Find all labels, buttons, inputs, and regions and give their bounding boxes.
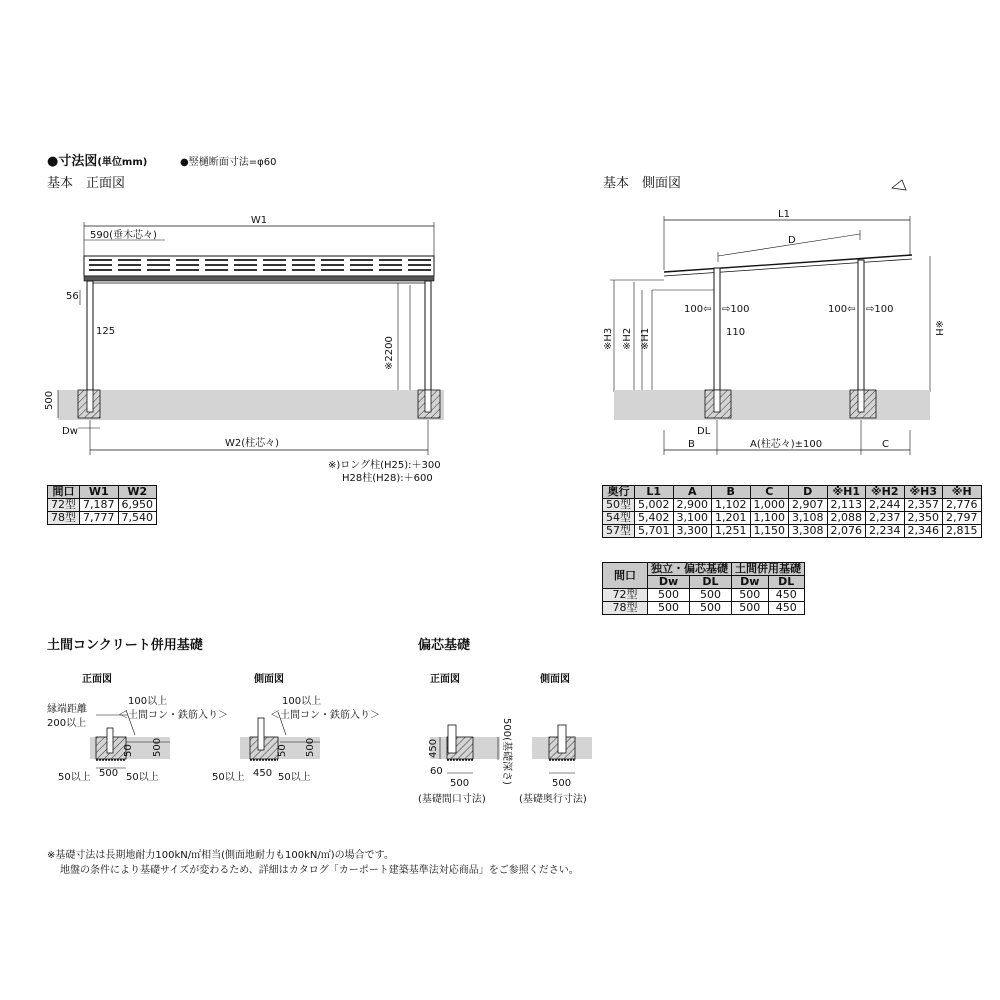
ef-d500-side: 500	[552, 778, 572, 789]
table-cell: 3,300	[673, 525, 712, 538]
table-cell: 5,701	[635, 525, 674, 538]
dim-125: 125	[96, 326, 116, 337]
dim-500: 500	[44, 390, 55, 410]
table-row	[603, 525, 982, 538]
depth-table-header: C	[750, 486, 789, 499]
table-row	[603, 589, 805, 602]
depth-table-header: A	[673, 486, 712, 499]
ef-side-label: 側面図	[540, 674, 570, 685]
cf-over50-r: 50以上	[126, 772, 159, 783]
c-label: C	[882, 439, 889, 450]
dl-label: DL	[697, 426, 711, 437]
cf-side-450: 450	[253, 768, 273, 779]
arrow-left-1: 100⇦	[684, 304, 712, 315]
ft-group2: 土間併用基礎	[732, 563, 805, 576]
depth-table-header: ※H2	[866, 486, 905, 499]
table-cell: 2,776	[943, 499, 982, 512]
cf-d50: 50	[123, 744, 134, 757]
table-cell: 2,907	[789, 499, 828, 512]
foundation-sub-header: DL	[768, 576, 805, 589]
l1-label: L1	[778, 209, 790, 220]
table-cell: 1,000	[750, 499, 789, 512]
w1-label: W1	[250, 215, 268, 226]
depth-table-header: B	[712, 486, 751, 499]
d-label: D	[788, 235, 796, 246]
cf-side-over50-l: 50以上	[212, 772, 245, 783]
cf-side-d50: 50	[277, 744, 288, 757]
front-view	[44, 215, 444, 455]
cf-edge: 縁端距離	[47, 704, 87, 715]
foundation-table	[602, 562, 805, 615]
cf-edge2: 200以上	[47, 718, 87, 729]
depth-table-header: L1	[635, 486, 674, 499]
table-cell: 500	[732, 602, 769, 615]
ef-cap-side: (基礎奥行寸法)	[519, 794, 587, 805]
ef-front-label: 正面図	[430, 674, 460, 685]
ef-d450: 450	[428, 738, 439, 758]
arrow-left-2: 100⇦	[828, 304, 856, 315]
depth-table-header: ※H1	[827, 486, 866, 499]
cf-top-note: 100以上	[128, 696, 168, 707]
ft-corner: 間口	[603, 563, 648, 589]
b-label: B	[688, 439, 695, 450]
width-table-header: W1	[80, 486, 119, 499]
table-cell: 7,777	[80, 512, 119, 525]
table-cell: 1,150	[750, 525, 789, 538]
cf-side-d500: 500	[305, 737, 316, 757]
table-cell: 7,540	[118, 512, 157, 525]
table-cell: 2,357	[904, 499, 943, 512]
table-cell: 500	[648, 589, 690, 602]
cf-side-top-note2: ＜土間コン・鉄筋入り＞	[270, 710, 380, 721]
arrow-right-2: ⇨100	[866, 304, 894, 315]
dw-label: Dw	[62, 426, 78, 437]
table-cell: 2,234	[866, 525, 905, 538]
width-table-header: 間口	[48, 486, 80, 499]
footnote-line2: 地盤の条件により基礎サイズが変わるため、詳細はカタログ「カーポート建築基準法対応商品」をご参照ください。	[60, 865, 579, 876]
depth-table-header: ※H3	[904, 486, 943, 499]
table-row	[48, 512, 157, 525]
table-cell: 3,108	[789, 512, 828, 525]
table-row	[48, 499, 157, 512]
ef-d60: 60	[430, 766, 443, 777]
foundation-sub-header: Dw	[732, 576, 769, 589]
ground	[58, 390, 444, 420]
h1-label: ※H1	[640, 327, 651, 350]
ef-cap-front: (基礎間口寸法)	[418, 794, 486, 805]
table-cell: 2,113	[827, 499, 866, 512]
footnote-line1: ※基礎寸法は長期地耐力100kN/㎡相当(側面地耐力も100kN/㎡)の場合です。	[47, 850, 394, 861]
cf-side-top-note: 100以上	[282, 696, 322, 707]
eccentric-foundation-title: 偏芯基礎	[418, 638, 471, 653]
depth-table-header: ※H	[943, 486, 982, 499]
table-cell: 1,100	[750, 512, 789, 525]
ef-depth: 500(基礎深さ)	[501, 718, 512, 785]
table-cell: 5,002	[635, 499, 674, 512]
table-cell: 2,088	[827, 512, 866, 525]
dim-56: 56	[66, 291, 79, 302]
depth-table	[602, 485, 982, 538]
table-cell: 450	[768, 602, 805, 615]
title-text: ●寸法図	[47, 154, 98, 169]
h2-label: ※H2	[622, 327, 633, 350]
table-cell: 2,237	[866, 512, 905, 525]
side-view-title: 基本 側面図	[603, 176, 682, 191]
long-post-note: ※)ロング柱(H25):＋300	[328, 460, 441, 471]
table-cell: 2,244	[866, 499, 905, 512]
table-cell: 1,102	[712, 499, 751, 512]
table-row	[603, 602, 805, 615]
width-table-header: W2	[118, 486, 157, 499]
unit-text: (単位mm)	[97, 157, 148, 168]
cf-front-label: 正面図	[82, 674, 112, 685]
cf-side-over50-r: 50以上	[278, 772, 311, 783]
table-cell: 500	[732, 589, 769, 602]
row-header: 54型	[603, 512, 635, 525]
arrow-right-1: ⇨100	[722, 304, 750, 315]
a-label: A(柱芯々)±100	[750, 439, 823, 450]
cf-d500: 500	[152, 737, 163, 757]
table-cell: 1,251	[712, 525, 751, 538]
h-label: ※H	[933, 320, 944, 336]
dim-110: 110	[726, 327, 746, 338]
row-header: 78型	[48, 512, 80, 525]
table-row	[603, 512, 982, 525]
ef-d500-front: 500	[450, 778, 470, 789]
table-cell: 3,308	[789, 525, 828, 538]
foundation-sub-header: Dw	[648, 576, 690, 589]
table-row	[603, 499, 982, 512]
table-cell: 2,076	[827, 525, 866, 538]
foundation-sub-header: DL	[690, 576, 732, 589]
h3-label: ※H3	[603, 327, 614, 350]
gutter-note: ●竪樋断面寸法=φ60	[180, 157, 277, 168]
row-header: 72型	[603, 589, 648, 602]
width-table	[47, 485, 157, 525]
table-cell: 6,950	[118, 499, 157, 512]
table-cell: 2,900	[673, 499, 712, 512]
cf-top-note2: ＜土間コン・鉄筋入り＞	[118, 710, 228, 721]
rafter-label: 590(垂木芯々)	[90, 230, 157, 241]
dim-2200: ※2200	[384, 336, 395, 370]
table-cell: 500	[690, 602, 732, 615]
table-cell: 450	[768, 589, 805, 602]
row-header: 78型	[603, 602, 648, 615]
h28-note: H28柱(H28):＋600	[342, 473, 433, 484]
concrete-foundation-title: 土間コンクリート併用基礎	[47, 638, 203, 653]
table-cell: 7,187	[80, 499, 119, 512]
table-cell: 1,201	[712, 512, 751, 525]
cf-side-label: 側面図	[254, 674, 284, 685]
row-header: 57型	[603, 525, 635, 538]
table-cell: 500	[690, 589, 732, 602]
table-cell: 500	[648, 602, 690, 615]
row-header: 50型	[603, 499, 635, 512]
table-cell: 5,402	[635, 512, 674, 525]
eccentric-foundation-drawing	[428, 718, 592, 789]
table-cell: 2,815	[943, 525, 982, 538]
side-view	[603, 180, 944, 455]
front-view-title: 基本 正面図	[47, 176, 126, 191]
cf-500: 500	[99, 768, 119, 779]
ft-group1: 独立・偏芯基礎	[648, 563, 732, 576]
table-cell: 2,346	[904, 525, 943, 538]
row-header: 72型	[48, 499, 80, 512]
w2-label: W2(柱芯々)	[225, 438, 280, 449]
depth-table-header: 奥行	[603, 486, 635, 499]
table-cell: 3,100	[673, 512, 712, 525]
depth-table-header: D	[789, 486, 828, 499]
table-cell: 2,350	[904, 512, 943, 525]
cf-over50-l: 50以上	[58, 772, 91, 783]
table-cell: 2,797	[943, 512, 982, 525]
